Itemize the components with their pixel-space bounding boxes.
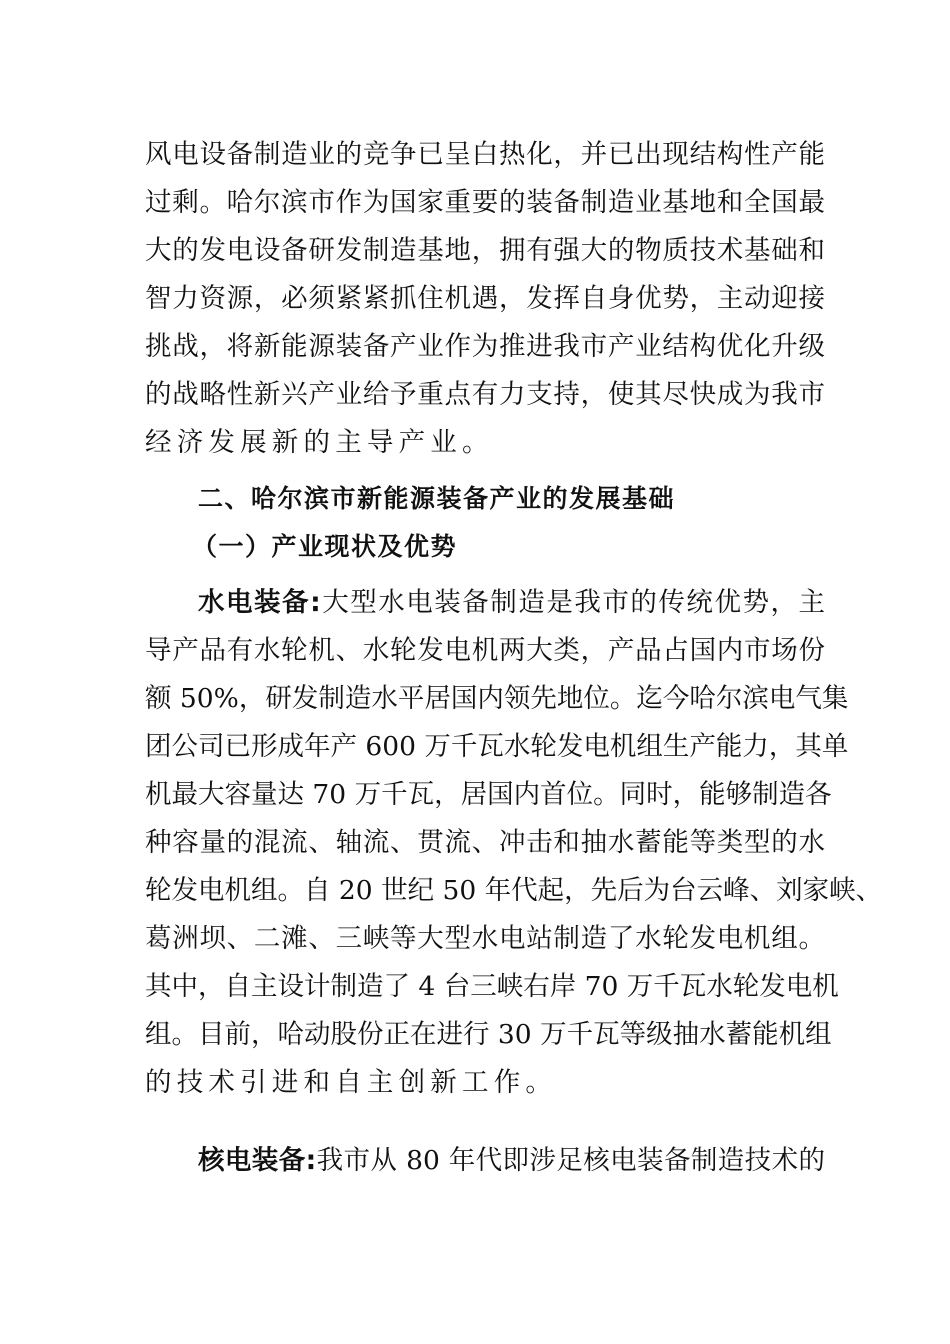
text-run: 大型水电装备制造是我市的传统优势，主: [320, 587, 825, 618]
text-line: 轮发电机组。自 20 世纪 50 年代起，先后为台云峰、刘家峡、: [145, 875, 883, 906]
text-line: 智力资源，必须紧紧抓住机遇，发挥自身优势，主动迎接: [145, 283, 825, 314]
text-line: 种容量的混流、轴流、贯流、冲击和抽水蓄能等类型的水: [145, 827, 825, 858]
text-line: 导产品有水轮机、水轮发电机两大类，产品占国内市场份: [145, 635, 825, 666]
text-line: 的战略性新兴产业给予重点有力支持，使其尽快成为我市: [145, 379, 825, 410]
text-line: 大的发电设备研发制造基地，拥有强大的物质技术基础和: [145, 235, 825, 266]
section-heading: 二、哈尔滨市新能源装备产业的发展基础: [198, 484, 676, 513]
text-line: [198, 1141, 825, 1181]
paragraph-lead-label: 核电装备:: [198, 1145, 317, 1176]
text-line: 过剩。哈尔滨市作为国家重要的装备制造业基地和全国最: [145, 187, 825, 218]
text-line: 经济发展新的主导产业。: [145, 427, 494, 458]
text-line: 的技术引进和自主创新工作。: [145, 1067, 558, 1098]
text-line: 额 50%，研发制造水平居国内领先地位。迄今哈尔滨电气集: [145, 683, 849, 714]
text-line: 其中，自主设计制造了 4 台三峡右岸 70 万千瓦水轮发电机: [145, 971, 839, 1002]
text-line: [198, 583, 825, 623]
text-line: 风电设备制造业的竞争已呈白热化，并已出现结构性产能: [145, 139, 825, 170]
text-line: 葛洲坝、二滩、三峡等大型水电站制造了水轮发电机组。: [145, 923, 825, 954]
text-line: 机最大容量达 70 万千瓦，居国内首位。同时，能够制造各: [145, 779, 832, 810]
text-line: 挑战，将新能源装备产业作为推进我市产业结构优化升级: [145, 331, 825, 362]
text-line: 组。目前，哈动股份正在进行 30 万千瓦等级抽水蓄能机组: [145, 1019, 832, 1050]
subsection-heading: （一）产业现状及优势: [192, 532, 458, 561]
text-run: 我市从 80 年代即涉足核电装备制造技术的: [316, 1145, 825, 1176]
text-line: 团公司已形成年产 600 万千瓦水轮发电机组生产能力，其单: [145, 731, 849, 762]
paragraph-lead-label: 水电装备:: [198, 587, 321, 618]
